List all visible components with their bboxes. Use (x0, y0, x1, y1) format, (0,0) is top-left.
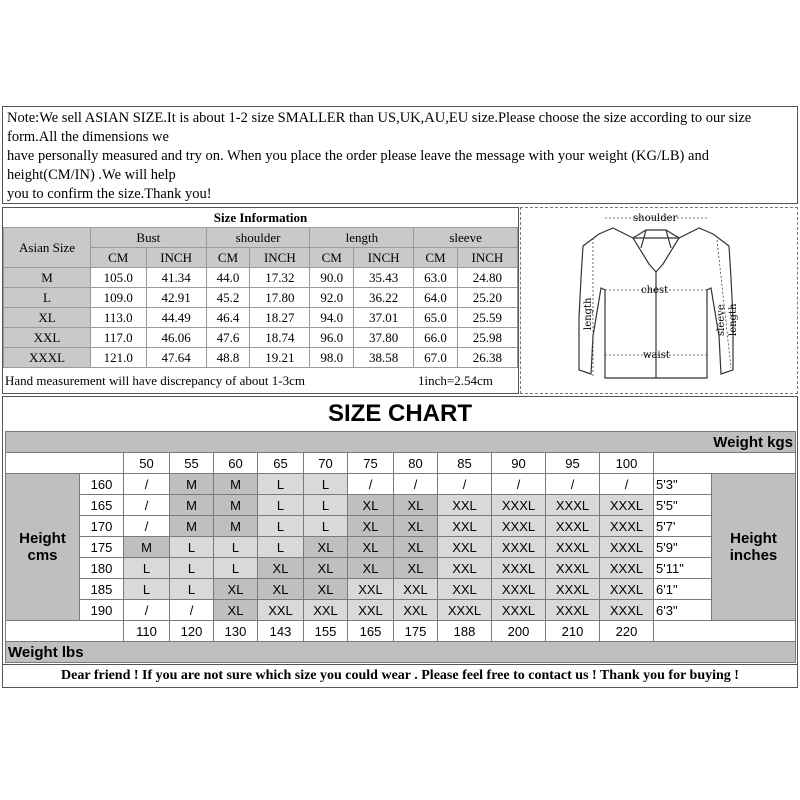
size-cell: XXXL (600, 516, 654, 537)
blank-cell (654, 621, 796, 642)
weight-kg-value: 75 (348, 453, 394, 474)
height-inch-value: 5'5" (654, 495, 712, 516)
measurement-cell: 24.80 (457, 268, 517, 288)
measurement-cell: 25.20 (457, 288, 517, 308)
height-inch-value: 5'9" (654, 537, 712, 558)
size-label: M (4, 268, 91, 288)
measurement-cell: 18.27 (250, 308, 310, 328)
group-header: length (310, 228, 414, 248)
size-cell: XXL (304, 600, 348, 621)
measurement-cell: 42.91 (146, 288, 206, 308)
measurement-cell: 37.80 (354, 328, 414, 348)
size-cell: M (170, 474, 214, 495)
size-cell: XL (348, 558, 394, 579)
weight-kg-value: 70 (304, 453, 348, 474)
measurement-cell: 47.64 (146, 348, 206, 368)
height-row (6, 474, 796, 495)
group-header: sleeve (414, 228, 518, 248)
height-row (6, 600, 796, 621)
size-cell: / (124, 600, 170, 621)
size-chart (2, 396, 798, 688)
height-inches-line: Height (730, 530, 777, 547)
height-row (6, 516, 796, 537)
size-cell: XL (394, 558, 438, 579)
height-cm-value: 190 (80, 600, 124, 621)
size-cell: L (124, 579, 170, 600)
size-cell: L (258, 516, 304, 537)
measurement-cell: 44.49 (146, 308, 206, 328)
height-cms-unit: cms (27, 547, 58, 564)
size-cell: M (170, 495, 214, 516)
size-cell: L (124, 558, 170, 579)
group-header: Bust (91, 228, 207, 248)
size-cell: XXXL (600, 537, 654, 558)
weight-kg-value: 85 (438, 453, 492, 474)
measurement-cell: 98.0 (310, 348, 354, 368)
size-cell: XXL (348, 600, 394, 621)
height-cms-label (6, 474, 80, 621)
size-cell: / (438, 474, 492, 495)
weight-lb-value: 175 (394, 621, 438, 642)
size-cell: / (546, 474, 600, 495)
height-inch-value: 5'3" (654, 474, 712, 495)
size-cell: XXL (258, 600, 304, 621)
unit-cm-header: CM (206, 248, 250, 268)
note-line: Note:We sell ASIAN SIZE.It is about 1-2 size SMALLER than US,UK,AU,EU size.Please choose the size according to our size (7, 110, 752, 126)
size-cell: XXXL (492, 516, 546, 537)
measurement-cell: 26.38 (457, 348, 517, 368)
measurement-cell: 113.0 (91, 308, 147, 328)
weight-lb-value: 165 (348, 621, 394, 642)
size-cell: XXXL (546, 558, 600, 579)
size-cell: XL (214, 579, 258, 600)
measurement-cell: 117.0 (91, 328, 147, 348)
size-cell: L (258, 474, 304, 495)
measurement-cell: 17.80 (250, 288, 310, 308)
weight-lb-value: 143 (258, 621, 304, 642)
size-cell: XXXL (600, 579, 654, 600)
chest-label: chest (641, 285, 669, 296)
unit-inch-header: INCH (457, 248, 517, 268)
size-information-table (2, 207, 519, 394)
weight-kg-value: 90 (492, 453, 546, 474)
size-cell: L (214, 537, 258, 558)
unit-cm-header: CM (91, 248, 147, 268)
inch-conversion: 1inch=2.54cm (418, 373, 493, 388)
height-cm-value: 165 (80, 495, 124, 516)
size-cell: XL (304, 537, 348, 558)
size-cell: XL (304, 558, 348, 579)
note-line: form.All the dimensions we (7, 129, 169, 145)
group-header: shoulder (206, 228, 310, 248)
size-cell: / (124, 495, 170, 516)
size-cell: XXL (394, 600, 438, 621)
measurement-cell: 90.0 (310, 268, 354, 288)
size-cell: XL (304, 579, 348, 600)
size-cell: XL (258, 558, 304, 579)
waist-label: waist (643, 350, 670, 361)
size-cell: XXL (438, 579, 492, 600)
size-cell: XXXL (546, 579, 600, 600)
size-cell: M (124, 537, 170, 558)
weight-lb-value: 110 (124, 621, 170, 642)
size-cell: XL (258, 579, 304, 600)
unit-inch-header: INCH (146, 248, 206, 268)
height-row (6, 537, 796, 558)
size-cell: M (214, 516, 258, 537)
size-note (2, 106, 798, 204)
height-inches-unit: inches (729, 547, 778, 564)
size-cell: XL (214, 600, 258, 621)
note-line: height(CM/IN) .We will help (7, 167, 176, 183)
sleeve-label: sleeve (716, 304, 727, 336)
size-cell: L (258, 495, 304, 516)
measurement-cell: 17.32 (250, 268, 310, 288)
measurement-cell: 18.74 (250, 328, 310, 348)
blank-cell (6, 621, 124, 642)
size-cell: / (394, 474, 438, 495)
blank-cell (6, 453, 124, 474)
unit-cm-header: CM (310, 248, 354, 268)
size-cell: XXXL (546, 537, 600, 558)
size-cell: XXXL (546, 495, 600, 516)
size-row (4, 308, 518, 328)
weight-lb-value: 220 (600, 621, 654, 642)
weight-kg-value: 50 (124, 453, 170, 474)
weight-lb-value: 130 (214, 621, 258, 642)
size-cell: / (600, 474, 654, 495)
measurement-cell: 25.98 (457, 328, 517, 348)
weight-lb-value: 155 (304, 621, 348, 642)
height-inch-value: 5'11" (654, 558, 712, 579)
length-label: length (583, 297, 594, 330)
measurement-cell: 19.21 (250, 348, 310, 368)
shirt-illustration (521, 208, 797, 393)
measurement-cell: 46.06 (146, 328, 206, 348)
size-cell: XXL (394, 579, 438, 600)
size-cell: XXXL (438, 600, 492, 621)
size-cell: XXXL (600, 600, 654, 621)
size-cell: L (304, 474, 348, 495)
measurement-cell: 37.01 (354, 308, 414, 328)
measurement-cell: 94.0 (310, 308, 354, 328)
weight-kg-value: 100 (600, 453, 654, 474)
size-cell: XXXL (546, 516, 600, 537)
height-cms-line: Height (19, 530, 66, 547)
note-line: have personally measured and try on. When you place the order please leave the message with your weight (KG/LB) and (7, 148, 709, 164)
size-cell: XXXL (492, 600, 546, 621)
footer-message: Dear friend ! If you are not sure which size you could wear . Please feel free to contact us ! Thank you for buying ! (2, 664, 798, 688)
height-inch-value: 6'3" (654, 600, 712, 621)
asian-size-header: Asian Size (4, 228, 91, 268)
weight-kg-value: 95 (546, 453, 600, 474)
unit-inch-header: INCH (354, 248, 414, 268)
measurement-cell: 63.0 (414, 268, 458, 288)
size-cell: XL (394, 516, 438, 537)
weight-lb-value: 200 (492, 621, 546, 642)
size-label: XL (4, 308, 91, 328)
height-row (6, 495, 796, 516)
height-cm-value: 175 (80, 537, 124, 558)
measurement-cell: 96.0 (310, 328, 354, 348)
shoulder-label: shoulder (633, 213, 678, 224)
height-row (6, 579, 796, 600)
size-cell: L (170, 579, 214, 600)
size-cell: M (214, 474, 258, 495)
weight-lb-value: 188 (438, 621, 492, 642)
blank-cell (654, 453, 796, 474)
weight-kg-value: 80 (394, 453, 438, 474)
size-cell: M (214, 495, 258, 516)
size-row (4, 268, 518, 288)
shirt-diagram (520, 207, 798, 394)
size-cell: / (124, 516, 170, 537)
size-label: XXXL (4, 348, 91, 368)
size-cell: XXXL (600, 558, 654, 579)
size-cell: XL (348, 495, 394, 516)
weight-lb-value: 210 (546, 621, 600, 642)
size-row (4, 348, 518, 368)
size-cell: / (492, 474, 546, 495)
measurement-cell: 48.8 (206, 348, 250, 368)
note-line: you to confirm the size.Thank you! (7, 186, 212, 202)
measurement-cell: 25.59 (457, 308, 517, 328)
weight-lbs-label: Weight lbs (6, 642, 796, 663)
size-cell: XXXL (600, 495, 654, 516)
measurement-cell: 46.4 (206, 308, 250, 328)
size-cell: XL (394, 495, 438, 516)
size-row (4, 328, 518, 348)
measurement-cell: 36.22 (354, 288, 414, 308)
measurement-cell: 41.34 (146, 268, 206, 288)
measurement-cell: 35.43 (354, 268, 414, 288)
size-cell: XXXL (492, 579, 546, 600)
measurement-footnote: Hand measurement will have discrepancy of about 1-3cm (5, 373, 305, 388)
measurement-cell: 121.0 (91, 348, 147, 368)
weight-lb-value: 120 (170, 621, 214, 642)
size-cell: L (304, 495, 348, 516)
size-cell: XXL (348, 579, 394, 600)
height-cm-value: 185 (80, 579, 124, 600)
size-cell: XXXL (492, 495, 546, 516)
size-label: XXL (4, 328, 91, 348)
size-chart-title: SIZE CHART (328, 400, 472, 427)
unit-cm-header: CM (414, 248, 458, 268)
measurement-cell: 45.2 (206, 288, 250, 308)
size-cell: / (170, 600, 214, 621)
size-label: L (4, 288, 91, 308)
size-cell: XXL (438, 537, 492, 558)
size-cell: / (124, 474, 170, 495)
measurement-cell: 38.58 (354, 348, 414, 368)
unit-inch-header: INCH (250, 248, 310, 268)
height-cm-value: 180 (80, 558, 124, 579)
size-cell: M (170, 516, 214, 537)
height-inches-label (712, 474, 796, 621)
size-cell: L (214, 558, 258, 579)
height-inch-value: 6'1" (654, 579, 712, 600)
measurement-cell: 64.0 (414, 288, 458, 308)
height-row (6, 558, 796, 579)
measurement-cell: 66.0 (414, 328, 458, 348)
size-cell: L (258, 537, 304, 558)
size-cell: L (170, 537, 214, 558)
size-cell: XXL (438, 516, 492, 537)
size-cell: XL (394, 537, 438, 558)
measurement-cell: 67.0 (414, 348, 458, 368)
size-cell: XL (348, 516, 394, 537)
size-cell: XXXL (492, 558, 546, 579)
measurement-cell: 47.6 (206, 328, 250, 348)
size-cell: / (348, 474, 394, 495)
measurement-cell: 65.0 (414, 308, 458, 328)
measurement-cell: 105.0 (91, 268, 147, 288)
size-cell: XXL (438, 495, 492, 516)
weight-kg-value: 60 (214, 453, 258, 474)
weight-kg-value: 65 (258, 453, 304, 474)
size-info-title: Size Information (4, 208, 518, 228)
height-cm-value: 170 (80, 516, 124, 537)
weight-kgs-label: Weight kgs (6, 432, 796, 453)
size-cell: L (170, 558, 214, 579)
height-inch-value: 5'7' (654, 516, 712, 537)
measurement-cell: 109.0 (91, 288, 147, 308)
height-cm-value: 160 (80, 474, 124, 495)
measurement-cell: 92.0 (310, 288, 354, 308)
size-cell: L (304, 516, 348, 537)
size-cell: XXXL (492, 537, 546, 558)
measurement-cell: 44.0 (206, 268, 250, 288)
sleeve-length-label: length (728, 303, 739, 336)
weight-kg-value: 55 (170, 453, 214, 474)
size-cell: XXXL (546, 600, 600, 621)
size-cell: XXL (438, 558, 492, 579)
size-cell: XL (348, 537, 394, 558)
size-row (4, 288, 518, 308)
